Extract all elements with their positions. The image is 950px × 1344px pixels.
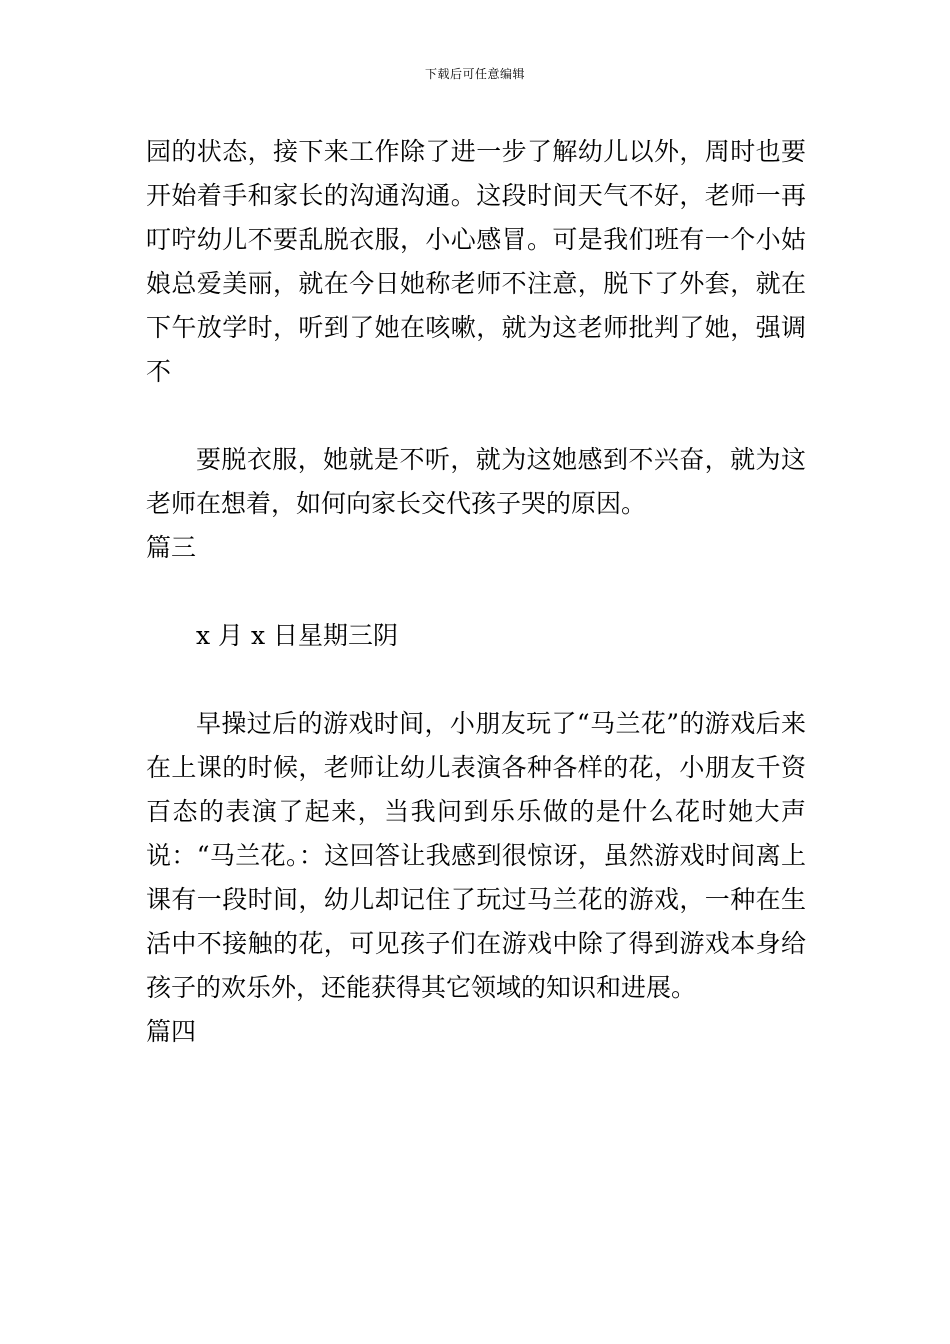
date-line: x 月 x 日星期三阴 [196, 621, 399, 650]
paragraph-gap [146, 658, 806, 702]
paragraph-continuation: 园的状态，接下来工作除了进一步了解幼儿以外，周时也要开始着手和家长的沟通沟通。这段时间天气不好，老师一再叮咛幼儿不要乱脱衣服，小心感冒。可是我们班有一个小姑娘总爱美丽，就在今日她称老师不注意，脱下了外套，就在下午放学时，听到了她在咳嗽，就为这老师批判了她，强调不 [146, 137, 806, 386]
paragraph-gap [146, 570, 806, 614]
page-header: 下载后可任意编辑 [424, 67, 525, 81]
document-body [146, 130, 806, 1054]
section-heading-four: 篇四 [146, 1017, 197, 1046]
section-heading-three: 篇三 [146, 533, 197, 562]
paragraph-gap [146, 394, 806, 438]
paragraph-section-three: 早操过后的游戏时间，小朋友玩了“马兰花”的游戏后来在上课的时候，老师让幼儿表演各种各样的花，小朋友千资百态的表演了起来，当我问到乐乐做的是什么花时她大声说：“马兰花。：这回答让我感到很惊讶，虽然游戏时间离上课有一段时间，幼儿却记住了玩过马兰花的游戏，一种在生活中不接触的花，可见孩子们在游戏中除了得到游戏本身给孩子的欢乐外，还能获得其它领域的知识和进展。 [146, 709, 806, 1002]
paragraph-page-two: 要脱衣服，她就是不听，就为这她感到不兴奋，就为这老师在想着，如何向家长交代孩子哭的原因。 [146, 445, 806, 518]
